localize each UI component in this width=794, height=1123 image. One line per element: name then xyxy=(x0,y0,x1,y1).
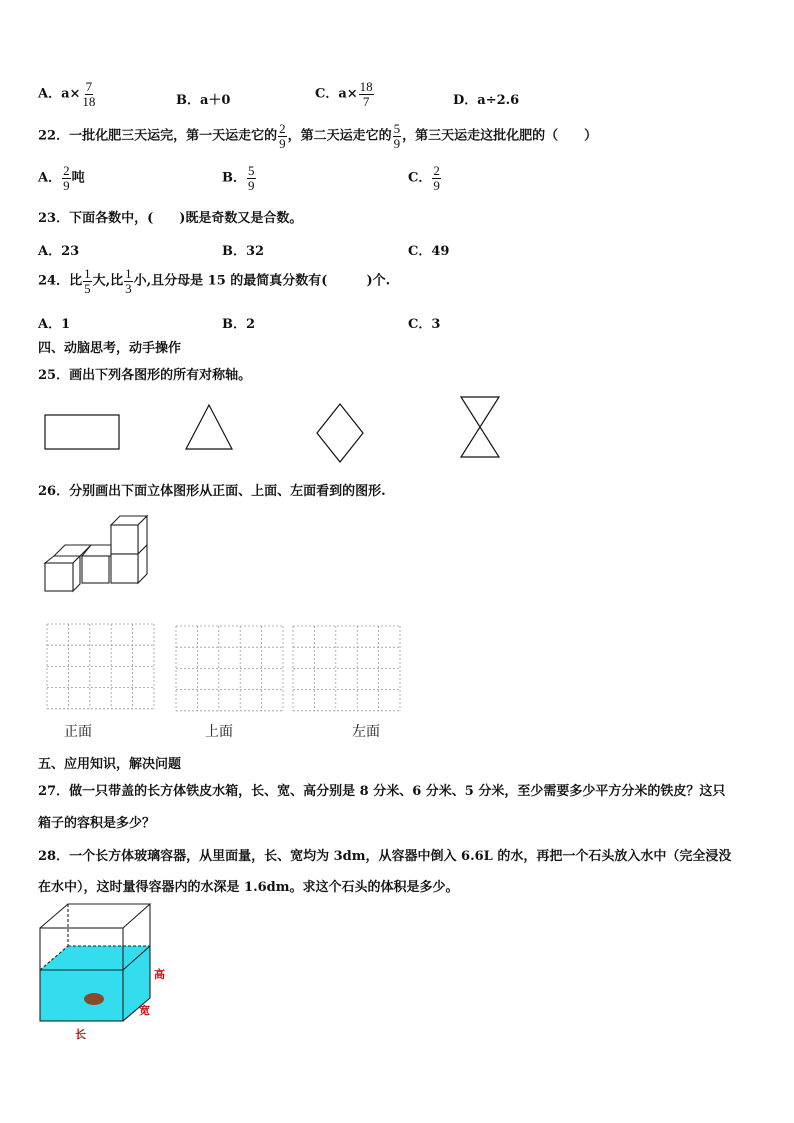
q23-question: 23．下面各数中，( )既是奇数又是合数。 xyxy=(38,211,303,226)
q23-option-a: A．23 xyxy=(38,244,80,259)
water-front xyxy=(40,970,123,1021)
q24-question: 24．比 $\frac{1}{5}$ 大,比 $\frac{1}{3}$ 小,且分母是 15 的最简真分数有( )个. xyxy=(38,266,391,296)
q27-line2: 箱子的容积是多少？ xyxy=(38,816,156,831)
width-label: 宽 xyxy=(139,1004,150,1017)
section-four-heading: 四、动脑思考，动手操作 xyxy=(38,341,182,356)
q24-option-c: C．3 xyxy=(408,317,441,332)
q21-option-b: B．a＋0 xyxy=(176,93,231,108)
section-five-heading: 五、应用知识，解决问题 xyxy=(38,757,182,772)
height-label: 高 xyxy=(154,968,165,981)
q26-question: 26．分别画出下面立体图形从正面、上面、左面看到的图形. xyxy=(38,484,386,499)
q22-question: 22．一批化肥三天运完，第一天运走它的 $\frac{2}{9}$ ，第二天运走它的 $\frac{5}{9}$ ，第三天运走这批化肥的（ ） xyxy=(38,121,598,151)
q21-option-a: A．a× $\frac{7}{18}$ xyxy=(38,79,96,109)
length-label: 长 xyxy=(75,1028,86,1041)
view-label-top: 上面 xyxy=(205,724,233,740)
q21-option-c: C．a× $\frac{18}{7}$ xyxy=(315,79,373,109)
q28-line1: 28．一个长方体玻璃容器，从里面量，长、宽均为 3dm，从容器中倒入 6.6L 的水，再把一个石头放入水中（完全浸没 xyxy=(38,849,732,864)
stone xyxy=(84,993,104,1005)
q23-option-c: C．49 xyxy=(408,244,450,259)
view-label-left: 左面 xyxy=(352,724,380,740)
q25-question: 25．画出下列各图形的所有对称轴。 xyxy=(38,368,252,383)
q22-option-a: A． $\frac{2}{9}$ 吨 xyxy=(38,163,85,193)
q22-option-b: B． $\frac{5}{9}$ xyxy=(222,163,255,193)
q27-line1: 27．做一只带盖的长方体铁皮水箱，长、宽、高分别是 8 分米、6 分米、5 分米，至少需要多少平方分米的铁皮？这只 xyxy=(38,784,726,799)
q22-option-c: C． $\frac{2}{9}$ xyxy=(408,163,440,193)
q28-line2: 在水中），这时量得容器内的水深是 1.6dm。求这个石头的体积是多少。 xyxy=(38,880,459,895)
q23-option-b: B．32 xyxy=(222,244,265,259)
q21-option-d: D．a÷2.6 xyxy=(453,93,520,108)
q24-option-b: B．2 xyxy=(222,317,256,332)
view-label-front: 正面 xyxy=(64,724,92,740)
q24-option-a: A．1 xyxy=(38,317,71,332)
